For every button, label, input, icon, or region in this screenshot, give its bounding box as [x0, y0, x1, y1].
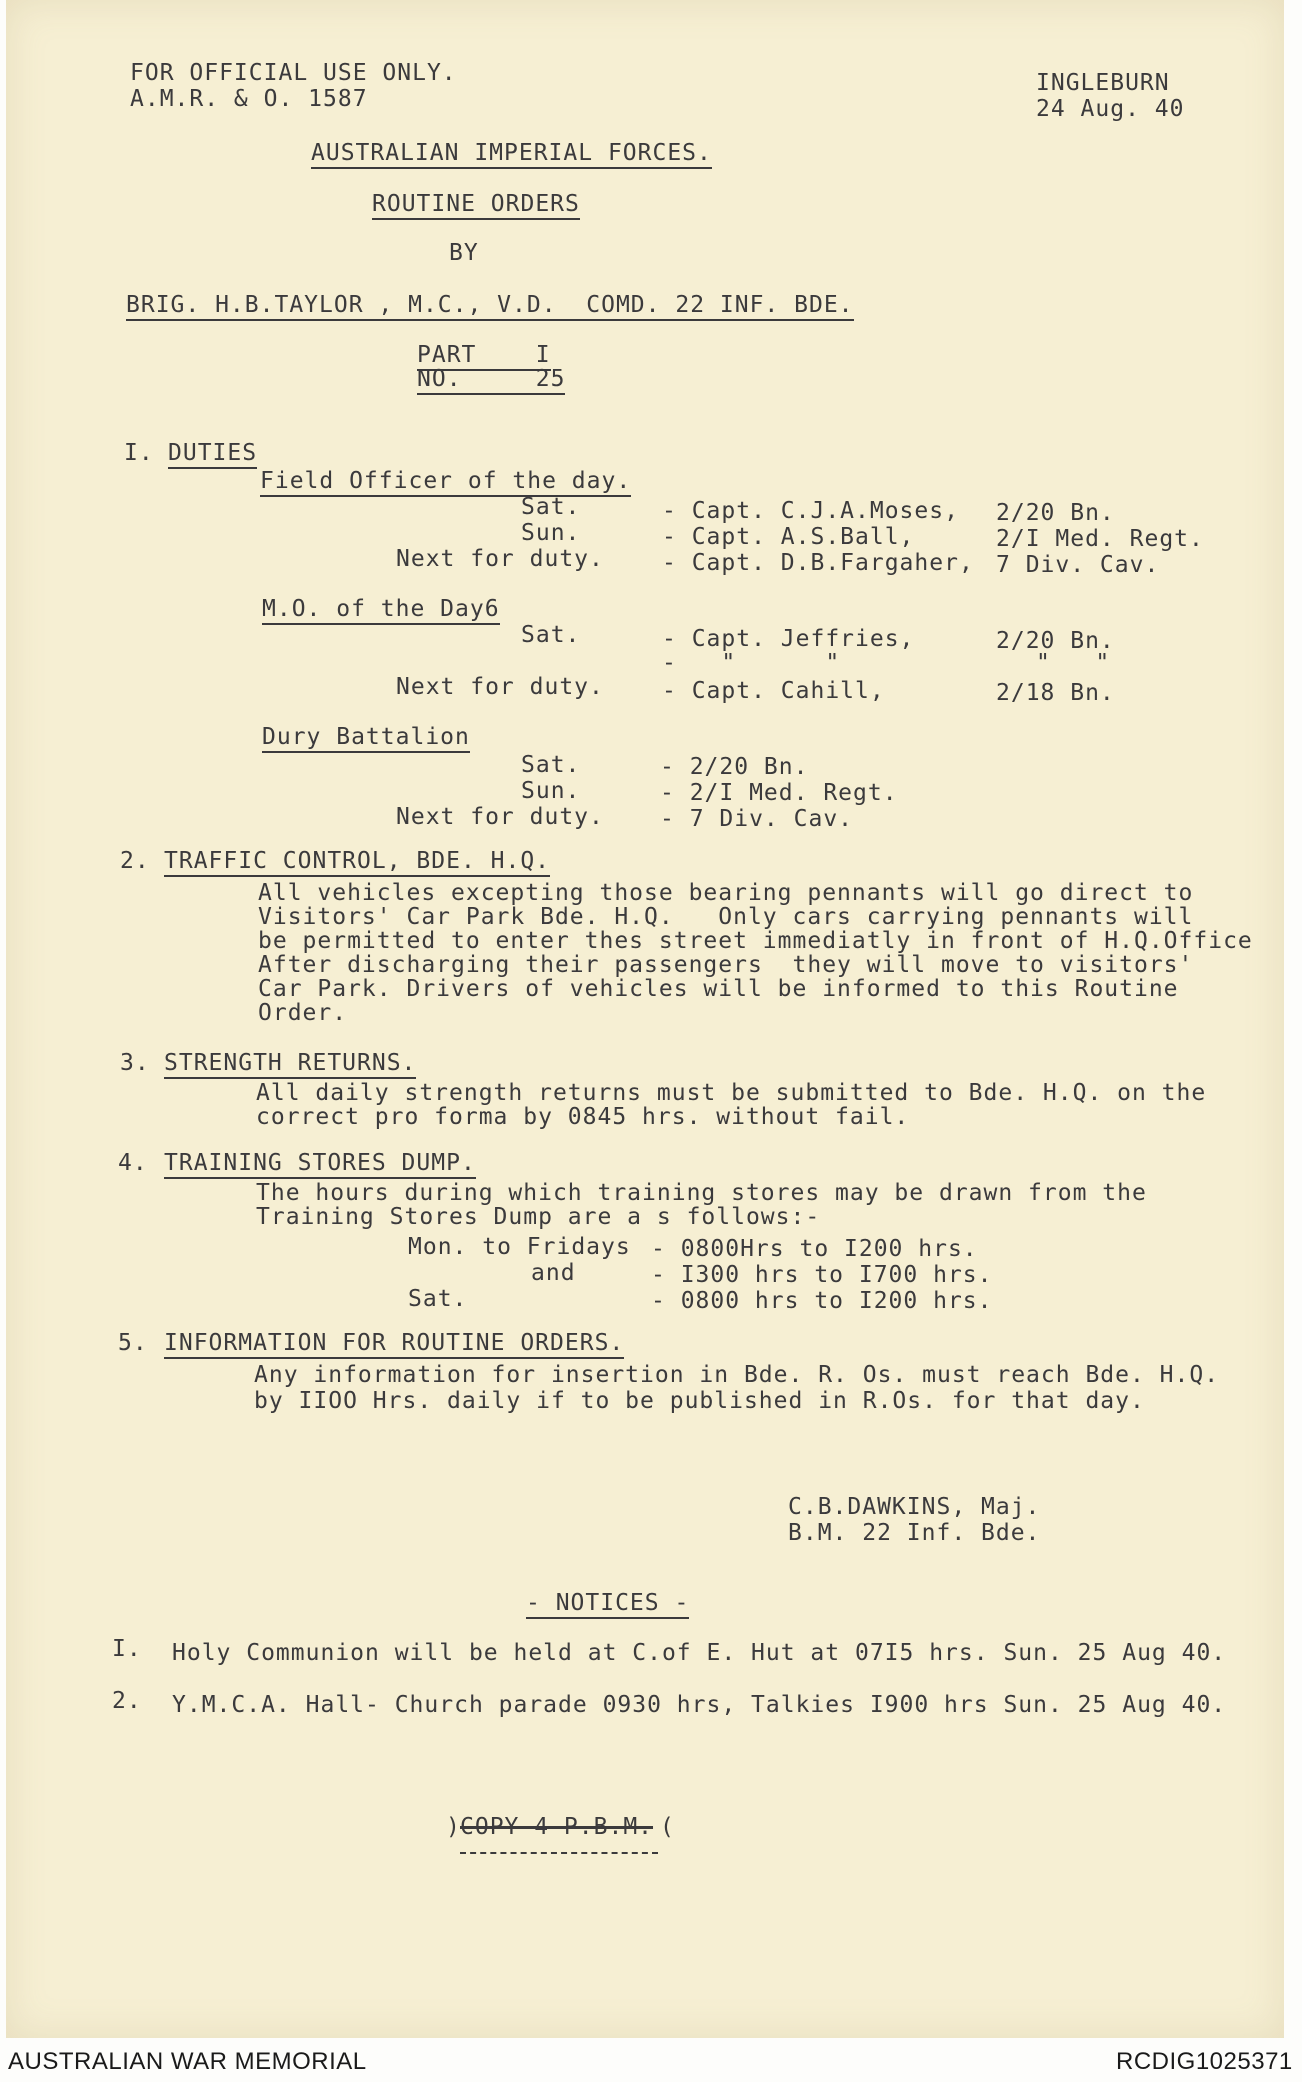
schedule-day: and: [531, 1260, 576, 1286]
footer-reference: RCDIG1025371: [1116, 2048, 1293, 2075]
official-use-label: FOR OFFICIAL USE ONLY.: [130, 60, 457, 86]
by-label: BY: [449, 240, 479, 266]
field-officer-heading: Field Officer of the day.: [260, 468, 631, 497]
duties-number: I.: [124, 440, 154, 466]
copy-mark-text: COPY 4 P.B.M.: [460, 1814, 654, 1840]
notice-number: 2.: [112, 1688, 142, 1714]
duty-officer: - Capt. D.B.Fargaher,: [662, 550, 974, 576]
duty-officer: - Capt. C.J.A.Moses,: [662, 498, 959, 524]
training-line: Training Stores Dump are a s follows:-: [256, 1204, 821, 1230]
traffic-line: Visitors' Car Park Bde. H.Q. Only cars carrying pennants will: [258, 904, 1194, 930]
copy-mark-rule: [460, 1852, 658, 1854]
place-label: INGLEBURN: [1036, 70, 1170, 96]
training-heading: TRAINING STORES DUMP.: [164, 1150, 476, 1179]
duty-unit: - 2/20 Bn.: [660, 754, 809, 780]
strength-line: correct pro forma by 0845 hrs. without fail.: [256, 1104, 910, 1130]
notice-text: Holy Communion will be held at C.of E. Hut at 07I5 hrs. Sun. 25 Aug 40.: [172, 1640, 1227, 1666]
duty-officer: - Capt. A.S.Ball,: [662, 524, 915, 550]
strength-heading: STRENGTH RETURNS.: [164, 1050, 416, 1079]
duty-day: Next for duty.: [396, 674, 604, 700]
routine-orders-title: ROUTINE ORDERS: [372, 191, 580, 220]
traffic-number: 2.: [120, 848, 150, 874]
information-line: Any information for insertion in Bde. R. Os. must reach Bde. H.Q.: [254, 1362, 1220, 1388]
signature-title: B.M. 22 Inf. Bde.: [788, 1520, 1041, 1546]
duty-day: Sat.: [521, 622, 581, 648]
strength-line: All daily strength returns must be submitted to Bde. H.Q. on the: [256, 1080, 1207, 1106]
duty-unit: 2/20 Bn.: [996, 500, 1115, 526]
information-heading: INFORMATION FOR ROUTINE ORDERS.: [164, 1330, 624, 1359]
duty-officer: - Capt. Jeffries,: [662, 626, 915, 652]
battalion-heading: Dury Battalion: [262, 724, 470, 753]
duty-officer: - " ": [662, 650, 841, 676]
notice-number: I.: [112, 1636, 142, 1662]
schedule-hours: - 0800 hrs to I200 hrs.: [651, 1288, 993, 1314]
schedule-hours: - 0800Hrs to I200 hrs.: [651, 1236, 978, 1262]
traffic-line: Order.: [258, 1000, 348, 1026]
traffic-line: Car Park. Drivers of vehicles will be informed to this Routine: [258, 976, 1179, 1002]
footer-institution: AUSTRALIAN WAR MEMORIAL: [8, 2048, 367, 2075]
duty-unit: - 7 Div. Cav.: [660, 806, 854, 832]
duty-day: Next for duty.: [396, 804, 604, 830]
forces-title: AUSTRALIAN IMPERIAL FORCES.: [311, 140, 712, 169]
duty-unit: " ": [1036, 650, 1111, 676]
duty-unit: - 2/I Med. Regt.: [660, 780, 898, 806]
training-line: The hours during which training stores may be drawn from the: [256, 1180, 1147, 1206]
duty-day: Sat.: [521, 752, 581, 778]
traffic-heading: TRAFFIC CONTROL, BDE. H.Q.: [164, 848, 550, 877]
date-label: 24 Aug. 40: [1036, 96, 1185, 122]
amr-reference: A.M.R. & O. 1587: [130, 86, 368, 112]
schedule-day: Mon. to Fridays: [408, 1234, 631, 1260]
duty-day: Sat.: [521, 494, 581, 520]
notices-heading: - NOTICES -: [526, 1590, 689, 1619]
part-label: PART I: [417, 342, 551, 371]
duty-day: Next for duty.: [396, 546, 604, 572]
order-number: NO. 25: [417, 366, 565, 395]
notice-text: Y.M.C.A. Hall- Church parade 0930 hrs, Talkies I900 hrs Sun. 25 Aug 40.: [172, 1692, 1227, 1718]
duty-day: Sun.: [521, 520, 581, 546]
schedule-day: Sat.: [408, 1286, 468, 1312]
duty-unit: 2/I Med. Regt.: [996, 526, 1204, 552]
traffic-line: All vehicles excepting those bearing pennants will go direct to: [258, 880, 1194, 906]
duty-day: Sun.: [521, 778, 581, 804]
training-number: 4.: [118, 1150, 148, 1176]
duties-heading: DUTIES: [168, 440, 257, 469]
duty-unit: 7 Div. Cav.: [996, 552, 1160, 578]
signature-name: C.B.DAWKINS, Maj.: [788, 1494, 1041, 1520]
document-sheet: [6, 0, 1284, 2038]
strength-number: 3.: [120, 1050, 150, 1076]
copy-mark-open: ): [446, 1814, 461, 1840]
schedule-hours: - I300 hrs to I700 hrs.: [651, 1262, 993, 1288]
information-line: by IIOO Hrs. daily if to be published in R.Os. for that day.: [254, 1388, 1145, 1414]
duty-unit: 2/20 Bn.: [996, 628, 1115, 654]
commander-line: BRIG. H.B.TAYLOR , M.C., V.D. COMD. 22 INF. BDE.: [126, 292, 854, 321]
traffic-line: After discharging their passengers they will move to visitors': [258, 952, 1194, 978]
mo-heading: M.O. of the Day6: [262, 596, 500, 625]
traffic-line: be permitted to enter thes street immediatly in front of H.Q.Office: [258, 928, 1253, 954]
information-number: 5.: [118, 1330, 148, 1356]
duty-unit: 2/18 Bn.: [996, 680, 1115, 706]
copy-mark-close: (: [660, 1814, 675, 1840]
duty-officer: - Capt. Cahill,: [662, 678, 885, 704]
